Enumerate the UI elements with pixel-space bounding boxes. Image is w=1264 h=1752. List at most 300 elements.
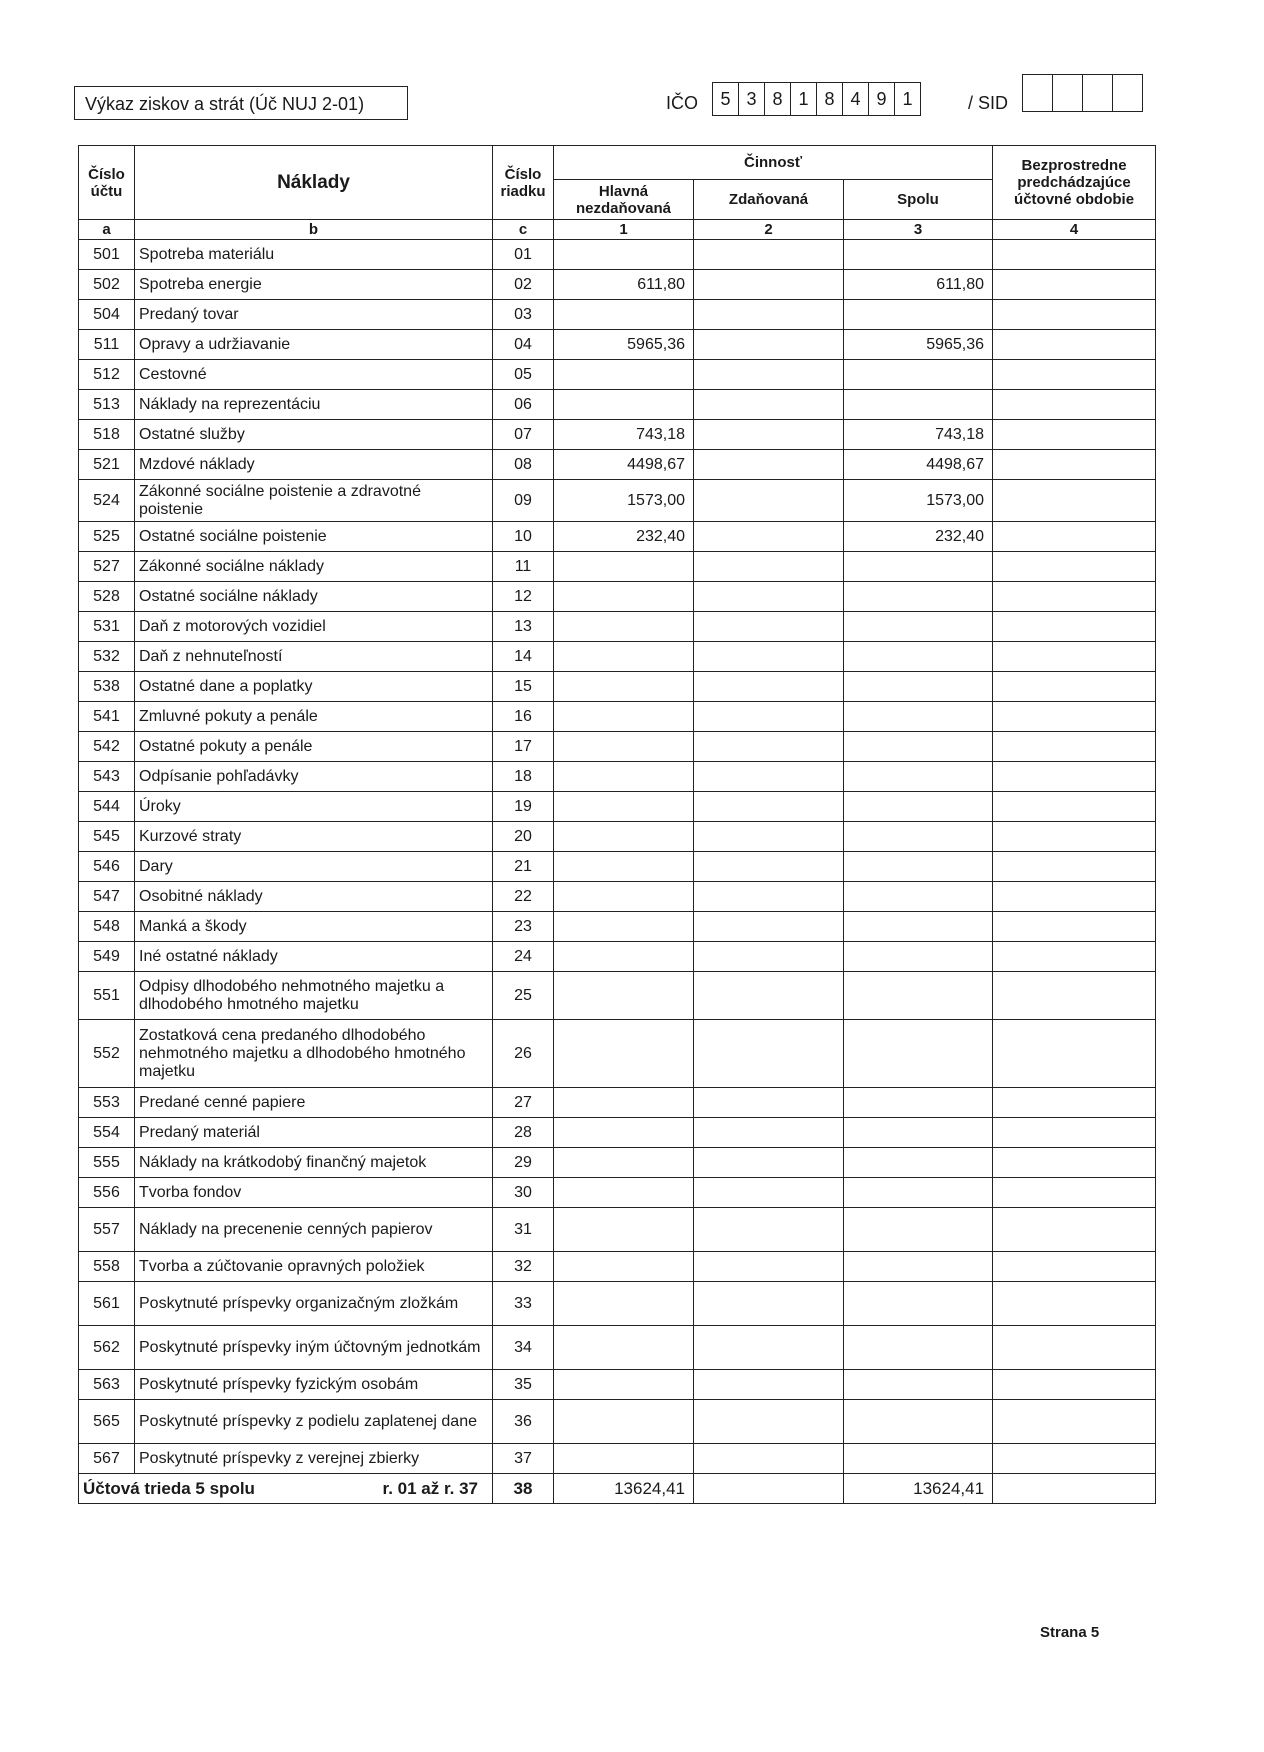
cost-name: Zákonné sociálne náklady (135, 552, 493, 582)
cost-name: Opravy a udržiavanie (135, 330, 493, 360)
value-zdanovana (694, 1282, 844, 1326)
value-spolu (844, 1088, 993, 1118)
value-predchadzajuce (993, 1326, 1156, 1370)
table-row (79, 522, 1156, 552)
value-zdanovana (694, 240, 844, 270)
value-zdanovana (694, 552, 844, 582)
cost-name: Dary (135, 852, 493, 882)
value-spolu (844, 792, 993, 822)
line-number: 18 (493, 762, 554, 792)
cost-name: Tvorba a zúčtovanie opravných položiek (135, 1252, 493, 1282)
line-number: 17 (493, 732, 554, 762)
cost-name: Ostatné služby (135, 420, 493, 450)
account-number: 548 (79, 912, 135, 942)
cost-name: Predané cenné papiere (135, 1088, 493, 1118)
table-row (79, 732, 1156, 762)
value-zdanovana (694, 1208, 844, 1252)
account-number: 563 (79, 1370, 135, 1400)
value-zdanovana (694, 480, 844, 522)
ico-digit: 3 (739, 83, 765, 115)
value-hlavna (554, 240, 694, 270)
total-label-cell (79, 1474, 493, 1504)
table-row (79, 330, 1156, 360)
header-index-b: b (135, 220, 493, 240)
cost-name: Náklady na reprezentáciu (135, 390, 493, 420)
table-row (79, 420, 1156, 450)
line-number: 13 (493, 612, 554, 642)
cost-name: Spotreba materiálu (135, 240, 493, 270)
cost-name: Poskytnuté príspevky z podielu zaplatenej dane (135, 1400, 493, 1444)
account-number: 502 (79, 270, 135, 300)
total-hlavna: 13624,41 (554, 1474, 694, 1504)
line-number: 01 (493, 240, 554, 270)
value-hlavna: 4498,67 (554, 450, 694, 480)
table-row (79, 642, 1156, 672)
value-spolu (844, 1370, 993, 1400)
value-hlavna: 5965,36 (554, 330, 694, 360)
value-spolu (844, 300, 993, 330)
sid-label: / SID (968, 93, 1009, 113)
cost-name: Zostatková cena predaného dlhodobého nehmotného majetku a dlhodobého hmotného majetku (135, 1020, 493, 1088)
total-row (79, 1474, 1156, 1504)
value-predchadzajuce (993, 360, 1156, 390)
value-predchadzajuce (993, 552, 1156, 582)
line-number: 06 (493, 390, 554, 420)
value-hlavna (554, 912, 694, 942)
total-label: Účtová trieda 5 spolu (83, 1478, 255, 1498)
value-predchadzajuce (993, 582, 1156, 612)
header-index-3: 3 (844, 220, 993, 240)
cost-name: Zákonné sociálne poistenie a zdravotné poistenie (135, 480, 493, 522)
value-spolu (844, 762, 993, 792)
line-number: 08 (493, 450, 554, 480)
value-spolu (844, 1282, 993, 1326)
value-zdanovana (694, 1370, 844, 1400)
table-row (79, 792, 1156, 822)
value-hlavna (554, 642, 694, 672)
value-hlavna (554, 1148, 694, 1178)
value-zdanovana (694, 390, 844, 420)
line-number: 30 (493, 1178, 554, 1208)
table-row (79, 450, 1156, 480)
ico-digit: 8 (765, 83, 791, 115)
value-predchadzajuce (993, 300, 1156, 330)
table-row (79, 1326, 1156, 1370)
value-hlavna (554, 1282, 694, 1326)
cost-name: Daň z nehnuteľností (135, 642, 493, 672)
cost-name: Predaný tovar (135, 300, 493, 330)
value-hlavna (554, 1118, 694, 1148)
cost-name: Poskytnuté príspevky organizačným zložkám (135, 1282, 493, 1326)
line-number: 33 (493, 1282, 554, 1326)
value-zdanovana (694, 1326, 844, 1370)
table-row (79, 1400, 1156, 1444)
ico-boxes (712, 82, 921, 116)
value-predchadzajuce (993, 852, 1156, 882)
value-spolu (844, 1118, 993, 1148)
ico-digit: 1 (902, 89, 913, 109)
account-number: 518 (79, 420, 135, 450)
ico-digit: 1 (791, 83, 817, 115)
total-zdanovana (694, 1474, 844, 1504)
value-zdanovana (694, 1444, 844, 1474)
account-number: 557 (79, 1208, 135, 1252)
account-number: 538 (79, 672, 135, 702)
value-spolu: 1573,00 (844, 480, 993, 522)
value-spolu (844, 672, 993, 702)
header-index-4: 4 (993, 220, 1156, 240)
account-number: 565 (79, 1400, 135, 1444)
table-row (79, 270, 1156, 300)
value-zdanovana (694, 270, 844, 300)
table-row (79, 612, 1156, 642)
table-row (79, 1148, 1156, 1178)
value-zdanovana (694, 450, 844, 480)
value-spolu (844, 822, 993, 852)
table-row (79, 1088, 1156, 1118)
value-spolu: 232,40 (844, 522, 993, 552)
line-number: 04 (493, 330, 554, 360)
line-number: 09 (493, 480, 554, 522)
account-number: 561 (79, 1282, 135, 1326)
cost-name: Odpisy dlhodobého nehmotného majetku a dlhodobého hmotného majetku (135, 972, 493, 1020)
cost-name: Osobitné náklady (135, 882, 493, 912)
line-number: 03 (493, 300, 554, 330)
account-number: 547 (79, 882, 135, 912)
account-number: 543 (79, 762, 135, 792)
value-hlavna (554, 822, 694, 852)
value-hlavna (554, 972, 694, 1020)
value-spolu (844, 852, 993, 882)
value-hlavna (554, 1178, 694, 1208)
value-zdanovana (694, 1118, 844, 1148)
header-index-1: 1 (554, 220, 694, 240)
cost-name: Ostatné pokuty a penále (135, 732, 493, 762)
value-hlavna (554, 1020, 694, 1088)
value-zdanovana (694, 732, 844, 762)
value-predchadzajuce (993, 942, 1156, 972)
value-hlavna (554, 360, 694, 390)
value-hlavna (554, 1444, 694, 1474)
account-number: 549 (79, 942, 135, 972)
sid-box (1113, 75, 1142, 111)
value-hlavna (554, 672, 694, 702)
value-predchadzajuce (993, 1444, 1156, 1474)
value-predchadzajuce (993, 420, 1156, 450)
cost-name: Poskytnuté príspevky fyzickým osobám (135, 1370, 493, 1400)
table-row (79, 882, 1156, 912)
table-row (79, 702, 1156, 732)
value-predchadzajuce (993, 1282, 1156, 1326)
header-spolu: Spolu (844, 180, 993, 220)
value-predchadzajuce (993, 240, 1156, 270)
value-zdanovana (694, 762, 844, 792)
value-spolu (844, 1400, 993, 1444)
value-predchadzajuce (993, 1178, 1156, 1208)
value-predchadzajuce (993, 612, 1156, 642)
value-zdanovana (694, 852, 844, 882)
table-row (79, 972, 1156, 1020)
value-predchadzajuce (993, 1088, 1156, 1118)
value-hlavna (554, 942, 694, 972)
line-number: 10 (493, 522, 554, 552)
line-number: 37 (493, 1444, 554, 1474)
account-number: 521 (79, 450, 135, 480)
value-hlavna (554, 1370, 694, 1400)
cost-name: Cestovné (135, 360, 493, 390)
cost-name: Odpísanie pohľadávky (135, 762, 493, 792)
value-predchadzajuce (993, 762, 1156, 792)
cost-name: Zmluvné pokuty a penále (135, 702, 493, 732)
value-zdanovana (694, 1148, 844, 1178)
value-spolu (844, 1326, 993, 1370)
header-zdanovana: Zdaňovaná (694, 180, 844, 220)
account-number: 555 (79, 1148, 135, 1178)
sid-box (1023, 75, 1053, 111)
table-row (79, 240, 1156, 270)
table-row (79, 1252, 1156, 1282)
line-number: 27 (493, 1088, 554, 1118)
account-number: 546 (79, 852, 135, 882)
total-predch (993, 1474, 1156, 1504)
account-number: 542 (79, 732, 135, 762)
header-index-c: c (493, 220, 554, 240)
value-predchadzajuce (993, 1370, 1156, 1400)
value-spolu (844, 972, 993, 1020)
account-number: 528 (79, 582, 135, 612)
header-index-2: 2 (694, 220, 844, 240)
line-number: 24 (493, 942, 554, 972)
value-spolu (844, 1252, 993, 1282)
value-spolu (844, 942, 993, 972)
value-predchadzajuce (993, 390, 1156, 420)
value-zdanovana (694, 642, 844, 672)
value-predchadzajuce (993, 1208, 1156, 1252)
account-number: 511 (79, 330, 135, 360)
table-row (79, 552, 1156, 582)
value-spolu (844, 582, 993, 612)
header-cislo-riadku: Číslo riadku (493, 146, 554, 220)
cost-name: Náklady na precenenie cenných papierov (135, 1208, 493, 1252)
account-number: 556 (79, 1178, 135, 1208)
cost-name: Daň z motorových vozidiel (135, 612, 493, 642)
table-body (79, 240, 1156, 1474)
value-zdanovana (694, 582, 844, 612)
cost-name: Poskytnuté príspevky iným účtovným jednotkám (135, 1326, 493, 1370)
value-spolu (844, 1178, 993, 1208)
value-zdanovana (694, 420, 844, 450)
line-number: 36 (493, 1400, 554, 1444)
line-number: 19 (493, 792, 554, 822)
line-number: 20 (493, 822, 554, 852)
table-row (79, 300, 1156, 330)
account-number: 512 (79, 360, 135, 390)
account-number: 524 (79, 480, 135, 522)
header-cinnost: Činnosť (554, 146, 993, 180)
line-number: 07 (493, 420, 554, 450)
ico-digit: 4 (843, 83, 869, 115)
line-number: 25 (493, 972, 554, 1020)
value-zdanovana (694, 672, 844, 702)
line-number: 35 (493, 1370, 554, 1400)
value-zdanovana (694, 1020, 844, 1088)
value-hlavna (554, 882, 694, 912)
value-hlavna (554, 1326, 694, 1370)
line-number: 22 (493, 882, 554, 912)
value-spolu (844, 1148, 993, 1178)
value-hlavna (554, 732, 694, 762)
value-hlavna (554, 702, 694, 732)
value-spolu (844, 642, 993, 672)
total-range: r. 01 až r. 37 (382, 1478, 478, 1498)
cost-name: Náklady na krátkodobý finančný majetok (135, 1148, 493, 1178)
value-spolu (844, 1208, 993, 1252)
value-hlavna (554, 1252, 694, 1282)
value-predchadzajuce (993, 480, 1156, 522)
value-zdanovana (694, 612, 844, 642)
table-row (79, 1178, 1156, 1208)
sid-boxes (1022, 74, 1143, 112)
table-row (79, 762, 1156, 792)
account-number: 531 (79, 612, 135, 642)
table-row (79, 1020, 1156, 1088)
account-number: 541 (79, 702, 135, 732)
table-row (79, 360, 1156, 390)
value-spolu (844, 360, 993, 390)
line-number: 32 (493, 1252, 554, 1282)
account-number: 532 (79, 642, 135, 672)
account-number: 501 (79, 240, 135, 270)
header-index-a: a (79, 220, 135, 240)
account-number: 513 (79, 390, 135, 420)
value-zdanovana (694, 1252, 844, 1282)
value-spolu: 5965,36 (844, 330, 993, 360)
value-predchadzajuce (993, 732, 1156, 762)
table-row (79, 390, 1156, 420)
cost-name: Predaný materiál (135, 1118, 493, 1148)
value-hlavna (554, 1088, 694, 1118)
value-zdanovana (694, 972, 844, 1020)
ico-digit: 5 (713, 83, 739, 115)
header-hlavna: Hlavná nezdaňovaná (554, 180, 694, 220)
cost-name: Mzdové náklady (135, 450, 493, 480)
header-naklady: Náklady (135, 146, 493, 220)
value-zdanovana (694, 912, 844, 942)
cost-name: Ostatné dane a poplatky (135, 672, 493, 702)
table-row (79, 1208, 1156, 1252)
line-number: 14 (493, 642, 554, 672)
value-predchadzajuce (993, 1400, 1156, 1444)
table-row (79, 582, 1156, 612)
cost-name: Tvorba fondov (135, 1178, 493, 1208)
value-zdanovana (694, 822, 844, 852)
value-spolu (844, 732, 993, 762)
account-number: 527 (79, 552, 135, 582)
line-number: 26 (493, 1020, 554, 1088)
table-row (79, 480, 1156, 522)
line-number: 12 (493, 582, 554, 612)
value-hlavna (554, 792, 694, 822)
value-hlavna (554, 390, 694, 420)
line-number: 31 (493, 1208, 554, 1252)
cost-name: Kurzové straty (135, 822, 493, 852)
value-predchadzajuce (993, 792, 1156, 822)
ico-digit: 8 (817, 83, 843, 115)
value-zdanovana (694, 1178, 844, 1208)
value-hlavna (554, 300, 694, 330)
account-number: 553 (79, 1088, 135, 1118)
value-spolu: 743,18 (844, 420, 993, 450)
line-number: 15 (493, 672, 554, 702)
value-zdanovana (694, 360, 844, 390)
line-number: 11 (493, 552, 554, 582)
value-zdanovana (694, 522, 844, 552)
value-spolu: 4498,67 (844, 450, 993, 480)
value-zdanovana (694, 330, 844, 360)
value-hlavna: 1573,00 (554, 480, 694, 522)
account-number: 562 (79, 1326, 135, 1370)
value-zdanovana (694, 300, 844, 330)
value-predchadzajuce (993, 702, 1156, 732)
account-number: 567 (79, 1444, 135, 1474)
value-predchadzajuce (993, 1148, 1156, 1178)
value-hlavna: 611,80 (554, 270, 694, 300)
header-predchadzajuce: Bezprostredne predchádzajúce účtovné obdobie (993, 146, 1156, 220)
line-number: 05 (493, 360, 554, 390)
value-hlavna: 232,40 (554, 522, 694, 552)
value-zdanovana (694, 1400, 844, 1444)
cost-table (78, 145, 1156, 1504)
value-predchadzajuce (993, 972, 1156, 1020)
value-spolu (844, 552, 993, 582)
line-number: 34 (493, 1326, 554, 1370)
table-row (79, 852, 1156, 882)
cost-name: Manká a škody (135, 912, 493, 942)
table-row (79, 1444, 1156, 1474)
value-predchadzajuce (993, 1252, 1156, 1282)
value-predchadzajuce (993, 912, 1156, 942)
table-row (79, 1282, 1156, 1326)
value-zdanovana (694, 882, 844, 912)
page-number: Strana 5 (1040, 1624, 1100, 1641)
value-predchadzajuce (993, 822, 1156, 852)
cost-name: Ostatné sociálne poistenie (135, 522, 493, 552)
value-zdanovana (694, 702, 844, 732)
value-predchadzajuce (993, 330, 1156, 360)
value-predchadzajuce (993, 642, 1156, 672)
account-number: 544 (79, 792, 135, 822)
account-number: 552 (79, 1020, 135, 1088)
value-predchadzajuce (993, 672, 1156, 702)
value-spolu (844, 612, 993, 642)
cost-name: Úroky (135, 792, 493, 822)
cost-name: Iné ostatné náklady (135, 942, 493, 972)
line-number: 21 (493, 852, 554, 882)
account-number: 551 (79, 972, 135, 1020)
line-number: 23 (493, 912, 554, 942)
value-hlavna (554, 582, 694, 612)
line-number: 28 (493, 1118, 554, 1148)
value-spolu (844, 240, 993, 270)
value-zdanovana (694, 1088, 844, 1118)
value-zdanovana (694, 792, 844, 822)
value-hlavna (554, 1208, 694, 1252)
value-predchadzajuce (993, 882, 1156, 912)
cost-name: Ostatné sociálne náklady (135, 582, 493, 612)
value-predchadzajuce (993, 1118, 1156, 1148)
sid-box (1053, 75, 1083, 111)
table-row (79, 672, 1156, 702)
